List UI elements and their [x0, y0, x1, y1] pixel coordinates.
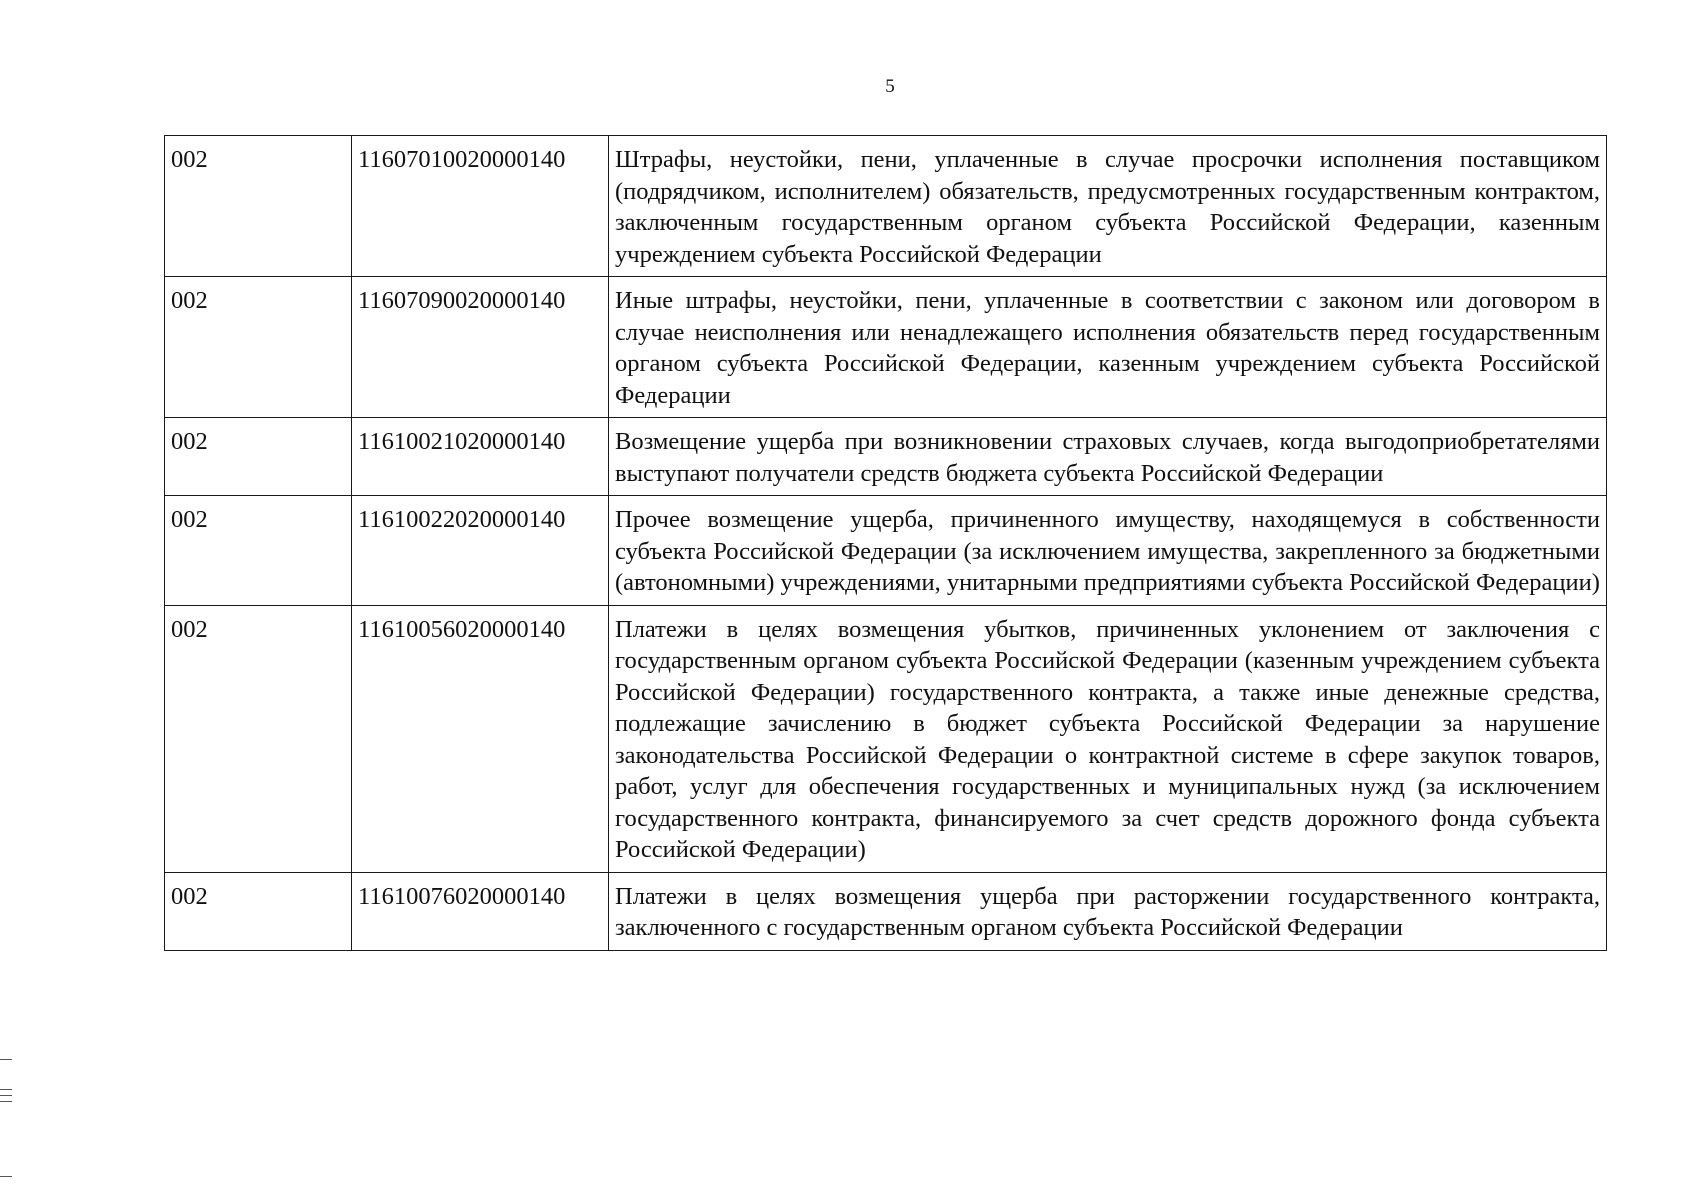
income-code-cell: 11607010020000140 — [352, 136, 609, 277]
scan-margin-mark — [0, 1089, 12, 1090]
admin-code-cell: 002 — [165, 136, 352, 277]
income-code-cell: 11610021020000140 — [352, 418, 609, 496]
table-row — [165, 496, 1607, 606]
table-row — [165, 872, 1607, 950]
admin-code-cell: 002 — [165, 418, 352, 496]
scan-margin-mark — [0, 1101, 12, 1102]
admin-code-cell: 002 — [165, 872, 352, 950]
description-cell: Возмещение ущерба при возникновении страховых случаев, когда выгодоприобретателями выступают получатели средств бюджета субъекта Российской Федерации — [609, 418, 1607, 496]
table-row — [165, 136, 1607, 277]
admin-code-cell: 002 — [165, 496, 352, 606]
page-number: 5 — [885, 76, 895, 97]
income-code-cell: 11610056020000140 — [352, 605, 609, 872]
budget-codes-table — [164, 135, 1607, 951]
income-code-cell: 11607090020000140 — [352, 277, 609, 418]
description-cell: Прочее возмещение ущерба, причиненного имуществу, находящемуся в собственности субъекта Российской Федерации (за исключением имущества, закрепленного за бюджетными (автономными) учреждениями, унитарными предприятиями субъекта Российской Федерации) — [609, 496, 1607, 606]
admin-code-cell: 002 — [165, 277, 352, 418]
table-row — [165, 605, 1607, 872]
scan-margin-mark — [0, 1059, 12, 1060]
income-code-cell: 11610076020000140 — [352, 872, 609, 950]
description-cell: Иные штрафы, неустойки, пени, уплаченные в соответствии с законом или договором в случае неисполнения или ненадлежащего исполнения обязательств перед государственным органом субъекта Российской Федерации, казенным учреждением субъекта Российской Федерации — [609, 277, 1607, 418]
description-cell: Штрафы, неустойки, пени, уплаченные в случае просрочки исполнения поставщиком (подрядчиком, исполнителем) обязательств, предусмотренных государственным контрактом, заключенным государственным органом субъекта Российской Федерации, казенным учреждением субъекта Российской Федерации — [609, 136, 1607, 277]
description-cell: Платежи в целях возмещения убытков, причиненных уклонением от заключения с государственным органом субъекта Российской Федерации (казенным учреждением субъекта Российской Федерации) государственного контракта, а также иные денежные средства, подлежащие зачислению в бюджет субъекта Российской Федерации за нарушение законодательства Российской Федерации о контрактной системе в сфере закупок товаров, работ, услуг для обеспечения государственных и муниципальных нужд (за исключением государственного контракта, финансируемого за счет средств дорожного фонда субъекта Российской Федерации) — [609, 605, 1607, 872]
scan-margin-mark — [0, 1095, 12, 1096]
admin-code-cell: 002 — [165, 605, 352, 872]
table-row — [165, 418, 1607, 496]
scan-margin-mark — [0, 1176, 12, 1177]
table-row — [165, 277, 1607, 418]
income-code-cell: 11610022020000140 — [352, 496, 609, 606]
description-cell: Платежи в целях возмещения ущерба при расторжении государственного контракта, заключенного с государственным органом субъекта Российской Федерации — [609, 872, 1607, 950]
